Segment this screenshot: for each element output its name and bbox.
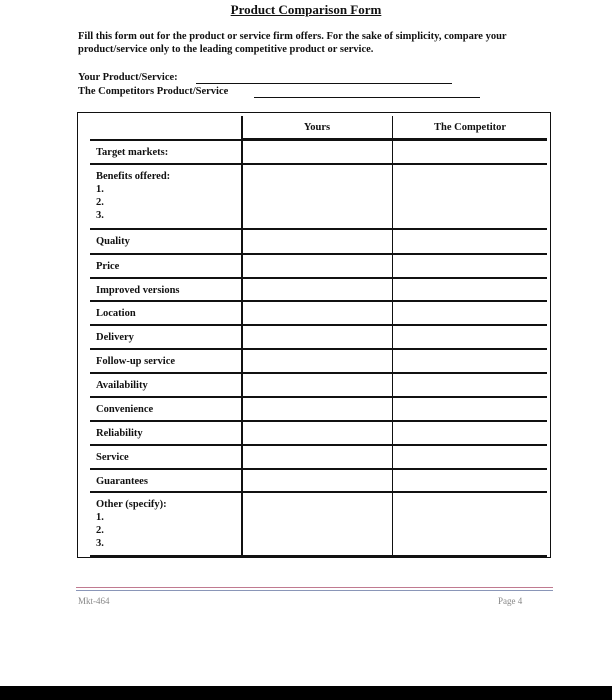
column-divider (392, 116, 393, 555)
row-list-item: 3. (96, 538, 104, 549)
cell-yours[interactable] (243, 350, 391, 371)
row-label (96, 235, 130, 248)
row-list-item: 2. (96, 197, 104, 208)
row-label (96, 379, 148, 392)
cell-competitor[interactable] (394, 302, 546, 323)
row-label (96, 498, 167, 550)
column-header-yours: Yours (303, 122, 331, 133)
row-label (96, 307, 136, 320)
row-label-text: Location (96, 308, 136, 319)
footer-rule-top (76, 587, 553, 588)
row-label-text: Reliability (96, 428, 143, 439)
cell-competitor[interactable] (394, 165, 546, 227)
row-list-item: 1. (96, 184, 104, 195)
row-label-text: Price (96, 261, 120, 272)
row-label (96, 427, 143, 440)
row-label-text: Quality (96, 236, 130, 247)
cell-competitor[interactable] (394, 493, 546, 554)
row-label (96, 355, 175, 368)
footer-course-code: Mkt-464 (78, 596, 110, 606)
cell-yours[interactable] (243, 279, 391, 299)
your-product-field (78, 72, 178, 83)
your-product-blank[interactable] (196, 72, 452, 84)
form-title: Product Comparison Form (230, 2, 382, 17)
cell-yours[interactable] (243, 374, 391, 395)
cell-competitor[interactable] (394, 255, 546, 276)
cell-yours[interactable] (243, 165, 391, 227)
cell-competitor[interactable] (394, 422, 546, 443)
row-label (96, 451, 129, 464)
row-label-text: Guarantees (96, 476, 148, 487)
your-product-label: Your Product/Service: (78, 72, 178, 83)
bottom-bar (0, 686, 612, 700)
column-header-competitor: The Competitor (433, 122, 507, 133)
row-label-text: Target markets: (96, 147, 169, 158)
cell-yours[interactable] (243, 398, 391, 419)
row-list-item: 3. (96, 210, 104, 221)
row-label (96, 146, 168, 159)
row-label-text: Improved versions (96, 285, 180, 296)
cell-competitor[interactable] (394, 398, 546, 419)
row-label (96, 170, 170, 222)
cell-yours[interactable] (243, 302, 391, 323)
cell-competitor[interactable] (394, 374, 546, 395)
cell-yours[interactable] (243, 422, 391, 443)
row-label-text: Convenience (96, 404, 154, 415)
cell-yours[interactable] (243, 493, 391, 554)
form-instructions: Fill this form out for the product or service firm offers. For the sake of simplicity, compare your product/service only to the leading competitive product or service. (78, 31, 507, 55)
table-bottom-line (90, 555, 547, 557)
competitors-product-field (78, 86, 228, 97)
row-label (96, 475, 148, 488)
cell-competitor[interactable] (394, 279, 546, 299)
cell-yours[interactable] (243, 470, 391, 490)
row-label (96, 331, 134, 344)
row-label (96, 260, 119, 273)
cell-yours[interactable] (243, 255, 391, 276)
competitors-product-blank[interactable] (254, 86, 480, 98)
cell-competitor[interactable] (394, 326, 546, 347)
row-label-text: Follow-up service (96, 356, 176, 367)
cell-competitor[interactable] (394, 141, 546, 162)
footer-page-number: Page 4 (498, 596, 523, 606)
cell-yours[interactable] (243, 326, 391, 347)
row-label-text: Delivery (96, 332, 134, 343)
row-label-text: Other (specify): (96, 499, 167, 510)
row-label-text: Benefits offered: (96, 171, 171, 182)
cell-competitor[interactable] (394, 350, 546, 371)
row-label (96, 403, 153, 416)
row-label (96, 284, 180, 297)
row-list-item: 2. (96, 525, 104, 536)
cell-competitor[interactable] (394, 230, 546, 252)
footer-rule-bottom (76, 590, 553, 591)
cell-yours[interactable] (243, 230, 391, 252)
row-label-text: Availability (96, 380, 148, 391)
row-list-item: 1. (96, 512, 104, 523)
cell-competitor[interactable] (394, 470, 546, 490)
cell-yours[interactable] (243, 446, 391, 467)
cell-yours[interactable] (243, 141, 391, 162)
competitors-product-label: The Competitors Product/Service (78, 86, 229, 97)
cell-competitor[interactable] (394, 446, 546, 467)
row-label-text: Service (96, 452, 129, 463)
